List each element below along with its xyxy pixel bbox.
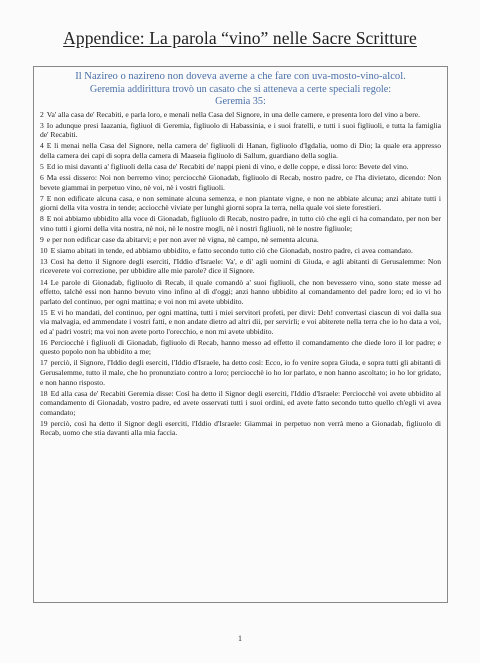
intro-block [40,71,441,109]
verse-text: Ed io misi davanti a' figliuoli della casa de' Recabiti de' nappi pieni di vino, e delle coppe, e dissi loro: Bevete del vino. [46,162,409,172]
verse-text: E noi abbiamo ubbidito alla voce di Gionadab, figliuolo di Recab, nostro padre, in tutto ciò che egli ci ha comandato, per non ber vino tutti i giorni della vita nostra, nè noi, nè le nostre mogli, nè i nostri figliuoli, nè le nostre figliuole; [40,214,441,233]
verse [40,162,441,172]
verse-number: 8 [40,214,44,224]
verse-list [40,110,441,438]
verse [40,246,441,256]
verse-number: 4 [40,141,44,151]
chapter-heading: Geremia 35: [215,96,266,108]
verse-number: 9 [40,234,44,244]
page-title: Appendice: La parola “vino” nelle Sacre Scritture [63,28,417,48]
verse [40,121,441,140]
verse-number: 18 [40,388,48,398]
verse-number: 10 [40,245,48,255]
verse-number: 2 [40,109,44,119]
verse [40,419,441,438]
verse-number: 7 [40,193,44,203]
verse-text: E vi ho mandati, del continuo, per ogni mattina, tutti i miei servitori profeti, per dirvi: Deh! convertasi ciascun di voi dalla sua via malvagia, ed ammendate i vostri fatti, e non andate dietro ad altri dii, per servirli; e voi abiterete nella terra che io ho data a voi, ed a' padri vostri; ma voi non avete porto l'orecchio, e non mi avete ubbidito. [40,307,441,336]
verse [40,389,441,418]
verse-number: 16 [40,337,48,347]
verse-number: 5 [40,162,44,172]
verse [40,338,441,357]
verse-number: 6 [40,173,44,183]
verse-number: 14 [40,277,48,287]
verse [40,194,441,213]
verse-text: Ma essi dissero: Noi non berremo vino; perciocchè Gionadab, figliuolo di Recab, nostro padre, ce l'ha divietato, dicendo: Non bevete giammai in perpetuo vino, nè voi, nè i vostri figliuoli. [40,173,441,192]
verse-text: E li menai nella Casa del Signore, nella camera de' figliuoli di Hanan, figliuolo d'Igdalia, uomo di Dio; la quale era appresso della camera dei capi di sopra della camera di Maaseia figliuolo di Sallum, guardiano della soglia. [40,141,441,160]
verse-text: e per non edificar case da abitarvi; e per non aver nè vigna, nè campo, nè sementa alcuna. [46,234,319,244]
verse-text: perciò, il Signore, l'Iddio degli eserciti, l'Iddio d'Israele, ha detto così: Ecco, io fo venire sopra Giuda, e sopra tutti gli abitanti di Gerusalemme, tutto il male, che ho pronunziato contro a loro; perciocchè io ho lor parlato, e non hanno ascoltato; io ho lor gridato, e non hanno risposto. [40,358,441,387]
verse-text: E siamo abitati in tende, ed abbiamo ubbidito, e fatto secondo tutto ciò che Gionadab, nostro padre, ci avea comandato. [50,245,413,255]
verse-text: Ed alla casa de' Recabiti Geremia disse: Così ha detto il Signor degli eserciti, l'Iddio d'Israele: Perciocchè voi avete ubbidito al comandamento di Gionadab, vostro padre, ed avete osservati tutti i suoi ordini, ed avete fatto secondo tutto quello ch'egli vi avea comandato; [40,388,441,417]
verse-text: Perciocchè i figliuoli di Gionadab, figliuolo di Recab, hanno messo ad effetto il comandamento che diede loro il lor padre; e questo popolo non ha ubbidito a me; [40,337,441,357]
verse-number: 3 [40,120,44,130]
verse [40,110,441,120]
verse-number: 17 [40,358,48,368]
verse [40,214,441,233]
verse [40,308,441,337]
verse-text: E non edificate alcuna casa, e non seminate alcuna semenza, e non piantate vigne, e non ne abbiate alcuna; anzi abitate tutti i giorni della vita vostra in tende; acciocchè viviate per lunghi giorni sopra la terra, nella quale voi siete forestieri. [40,193,441,213]
verse [40,278,441,307]
verse-text: Così ha detto il Signore degli eserciti, l'Iddio d'Israele: Va', e di' agli uomini di Giuda, e agli abitanti di Gerusalemme: Non riceverete voi correzione, per ubbidire alle mie parole? dice il Signore. [40,256,441,276]
verse-number: 15 [40,307,48,317]
verse-number: 19 [40,418,48,428]
verse [40,358,441,387]
scripture-box [33,66,448,603]
verse-number: 13 [40,256,48,266]
intro-line-1: Il Nazireo o nazireno non doveva averne a che fare con uva-mosto-vino-alcol. [75,71,406,82]
verse-text: perciò, così ha detto il Signor degli eserciti, l'Iddio d'Israele: Giammai in perpetuo non verrà meno a Gionadab, figliuolo di Recab, uomo che stia davanti alla mia faccia. [40,418,441,438]
verse-text: Io adunque presi Iaazania, figliuol di Geremia, figliuolo di Habassinia, e i suoi fratelli, e tutti i suoi figliuoli, e tutta la famiglia de' Recabiti. [40,120,441,140]
verse [40,257,441,276]
verse-text: Va' alla casa de' Recabiti, e parla loro, e menali nella Casa del Signore, in una delle camere, e presenta loro del vino a bere. [46,109,420,119]
verse [40,173,441,192]
intro-line-2: Geremia addirittura trovò un casato che si atteneva a certe speciali regole: [89,83,392,95]
page-number: 1 [238,634,242,643]
verse [40,141,441,160]
verse-text: Le parole di Gionadab, figliuolo di Recab, il quale comandò a' suoi figliuoli, che non bevessero vino, sono state messe ad effetto, talchè essi non hanno bevuto vino infino al dì d'oggi; anzi hanno ubbidito al comandamento del padre loro; ed io vi ho parlato del continuo, per ogni mattina; e voi non mi avete ubbidito. [40,277,441,306]
verse [40,235,441,245]
